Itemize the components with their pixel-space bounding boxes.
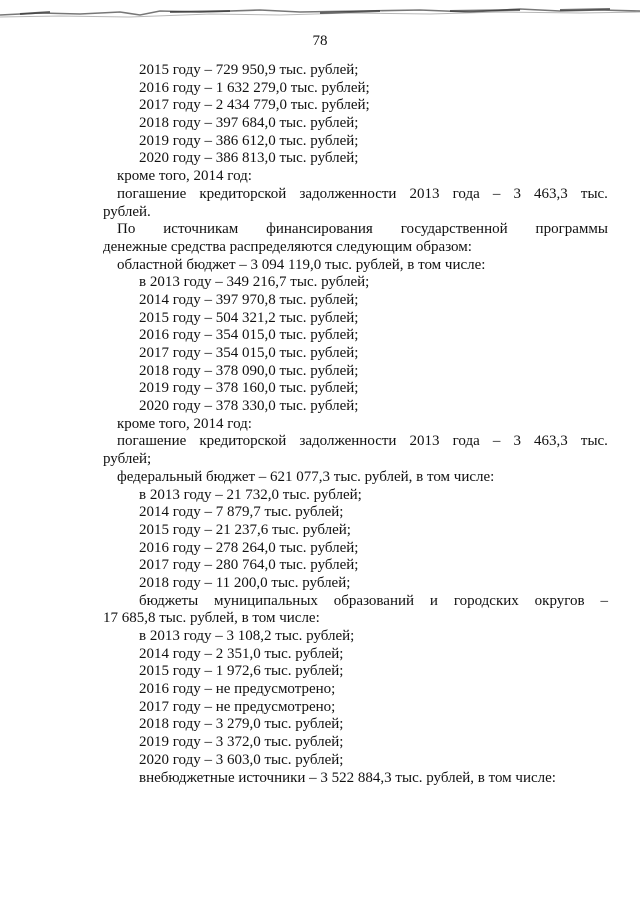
text-line: 2020 году – 3 603,0 тыс. рублей;: [139, 751, 344, 768]
word: городских: [453, 592, 519, 609]
word: По: [117, 221, 136, 238]
word: и: [429, 592, 438, 609]
text-line: 2017 году – 354 015,0 тыс. рублей;: [139, 345, 359, 361]
text-line-justified: [103, 186, 608, 204]
text-line: федеральный бюджет – 621 077,3 тыс. рублей, в том числе:: [117, 468, 495, 485]
page-number: 78: [312, 33, 328, 49]
word: 3: [513, 185, 521, 202]
text-line: 2017 году – 2 434 779,0 тыс. рублей;: [139, 97, 370, 114]
word: бюджеты: [139, 592, 199, 609]
text-line: 2018 году – 3 279,0 тыс. рублей;: [139, 716, 344, 733]
text-line: рублей.: [103, 203, 151, 220]
word: образований: [333, 592, 415, 609]
word: года: [452, 185, 480, 202]
text-line: 2017 году – 280 764,0 тыс. рублей;: [139, 557, 359, 574]
word: задолженности: [299, 185, 397, 202]
word: –: [492, 433, 501, 450]
word: –: [600, 592, 608, 609]
word: округов: [534, 592, 585, 609]
text-line: рублей;: [103, 451, 152, 468]
text-line: в 2013 году – 349 216,7 тыс. рублей;: [139, 274, 370, 291]
text-line: 2018 году – 397 684,0 тыс. рублей;: [139, 115, 359, 132]
text-line: кроме того, 2014 год:: [117, 415, 252, 432]
text-line: 2014 году – 7 879,7 тыс. рублей;: [139, 504, 344, 521]
word: 2013: [409, 433, 440, 450]
text-line: 2016 году – 278 264,0 тыс. рублей;: [139, 539, 359, 556]
word: государственной: [400, 221, 508, 238]
text-line: 2019 году – 386 612,0 тыс. рублей;: [139, 132, 359, 149]
word: задолженности: [299, 433, 397, 450]
document-body: [103, 62, 608, 787]
text-line: 2018 году – 11 200,0 тыс. рублей;: [139, 574, 351, 591]
text-line: денежные средства распределяются следующим образом:: [103, 238, 472, 255]
text-line: 2014 году – 397 970,8 тыс. рублей;: [139, 291, 359, 308]
text-line: 2016 году – 354 015,0 тыс. рублей;: [139, 327, 359, 344]
word: муниципальных: [214, 592, 318, 609]
text-line: 2014 году – 2 351,0 тыс. рублей;: [139, 645, 344, 662]
text-line: 2020 году – 386 813,0 тыс. рублей;: [139, 150, 359, 167]
word: 463,3: [534, 185, 568, 202]
text-line: 2020 году – 378 330,0 тыс. рублей;: [139, 398, 359, 415]
text-line: 2019 году – 3 372,0 тыс. рублей;: [139, 734, 344, 751]
word: 3: [513, 433, 521, 450]
word: года: [452, 433, 480, 450]
word: погашение: [117, 185, 187, 202]
text-line: 2017 году – не предусмотрено;: [139, 698, 336, 715]
word: кредиторской: [199, 185, 287, 202]
scan-artifact-top: [0, 6, 640, 20]
text-line: 2018 году – 378 090,0 тыс. рублей;: [139, 362, 359, 379]
text-line: 2019 году – 378 160,0 тыс. рублей;: [139, 380, 359, 397]
text-line: в 2013 году – 3 108,2 тыс. рублей;: [139, 628, 355, 644]
text-line: в 2013 году – 21 732,0 тыс. рублей;: [139, 486, 362, 503]
word: финансирования: [266, 221, 373, 238]
word: тыс.: [580, 185, 608, 202]
text-line: 2016 году – 1 632 279,0 тыс. рублей;: [139, 79, 370, 96]
text-line: 2015 году – 729 950,9 тыс. рублей;: [139, 62, 359, 78]
text-line: кроме того, 2014 год:: [117, 168, 252, 185]
word: тыс.: [580, 433, 608, 450]
word: источникам: [163, 221, 239, 238]
word: погашение: [117, 433, 187, 450]
text-line: 2015 году – 504 321,2 тыс. рублей;: [139, 309, 359, 326]
text-line: внебюджетные источники – 3 522 884,3 тыс. рублей, в том числе:: [139, 769, 556, 786]
text-line-justified: [103, 433, 608, 451]
text-line-justified: [103, 221, 608, 239]
word: кредиторской: [199, 433, 287, 450]
text-line: 2015 году – 21 237,6 тыс. рублей;: [139, 521, 351, 538]
text-line: 17 685,8 тыс. рублей, в том числе:: [103, 610, 320, 627]
text-line-justified: [103, 593, 608, 611]
word: программы: [535, 221, 608, 238]
text-line: 2015 году – 1 972,6 тыс. рублей;: [139, 663, 344, 680]
text-line: 2016 году – не предусмотрено;: [139, 681, 336, 698]
word: 463,3: [534, 433, 568, 450]
text-line: областной бюджет – 3 094 119,0 тыс. рублей, в том числе:: [117, 256, 486, 273]
word: 2013: [409, 185, 440, 202]
word: –: [492, 185, 501, 202]
